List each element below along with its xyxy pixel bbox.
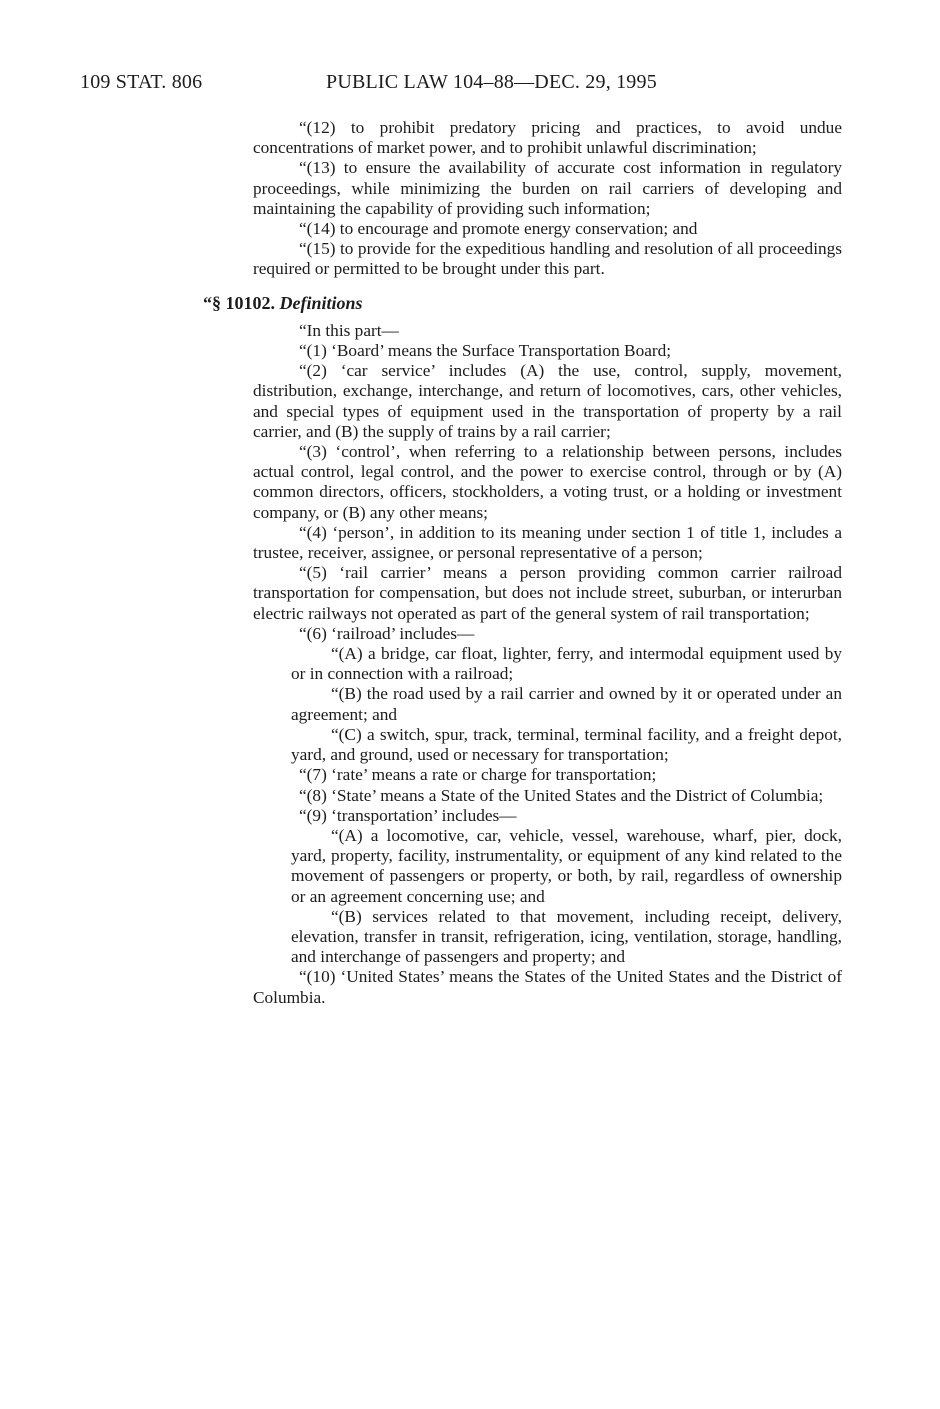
definition-paragraph: “(B) the road used by a rail carrier and owned by it or operated under an agreement; and <box>291 684 842 724</box>
definition-paragraph: “(A) a bridge, car float, lighter, ferry, and intermodal equipment used by or in connection with a railroad; <box>291 644 842 684</box>
paragraph-14: “(14) to encourage and promote energy conservation; and <box>299 219 698 239</box>
definition-paragraph: “(2) ‘car service’ includes (A) the use, control, supply, movement, distribution, exchange, interchange, and return of locomotives, cars, other vehicles, and special types of equipment used in the transportation of property by a rail carrier, and (B) the supply of trains by a rail carrier; <box>253 361 842 441</box>
definition-paragraph: “(4) ‘person’, in addition to its meaning under section 1 of title 1, includes a trustee, receiver, assignee, or personal representative of a person; <box>253 522 842 563</box>
paragraph-12: “(12) to prohibit predatory pricing and practices, to avoid undue concentrations of market power, and to prohibit unlawful discrimination; <box>253 118 842 158</box>
definition-paragraph: “(C) a switch, spur, track, terminal, terminal facility, and a freight depot, yard, and ground, used or necessary for transportation; <box>291 724 842 765</box>
paragraph-15: “(15) to provide for the expeditious handling and resolution of all proceedings required or permitted to be brought under this part. <box>253 239 842 279</box>
definition-paragraph: “(7) ‘rate’ means a rate or charge for transportation; <box>299 765 657 785</box>
running-head: PUBLIC LAW 104–88—DEC. 29, 1995 <box>326 71 657 93</box>
definition-paragraph: “(6) ‘railroad’ includes— <box>299 623 475 643</box>
section-number: “§ 10102. <box>203 292 275 313</box>
definition-paragraph: “(3) ‘control’, when referring to a relationship between persons, includes actual control, legal control, and the power to exercise control, through or by (A) common directors, officers, stockholders, a voting trust, or a holding or investment company, or (B) any other means; <box>253 442 842 522</box>
definition-paragraph: “In this part— <box>299 320 399 340</box>
paragraph-13: “(13) to ensure the availability of accurate cost information in regulatory proceedings, while minimizing the burden on rail carriers of developing and maintaining the capability of providing such information; <box>253 158 842 218</box>
definition-paragraph: “(8) ‘State’ means a State of the United States and the District of Columbia; <box>299 785 824 805</box>
page-citation: 109 STAT. 806 <box>80 71 203 93</box>
definition-paragraph: “(10) ‘United States’ means the States of the United States and the District of Columbia. <box>253 967 842 1007</box>
section-heading <box>203 293 842 313</box>
definition-paragraph: “(1) ‘Board’ means the Surface Transportation Board; <box>299 341 672 361</box>
definition-paragraph: “(5) ‘rail carrier’ means a person providing common carrier railroad transportation for compensation, but does not include street, suburban, or interurban electric railways not operated as part of the general system of rail transportation; <box>253 563 842 623</box>
section-title: Definitions <box>279 292 363 313</box>
definition-paragraph: “(A) a locomotive, car, vehicle, vessel, warehouse, wharf, pier, dock, yard, property, facility, instrumentality, or equipment of any kind related to the movement of passengers or property, or both, by rail, regardless of ownership or an agreement concerning use; and <box>291 825 842 906</box>
body-text <box>203 118 842 1008</box>
definitions-list <box>253 321 842 1008</box>
definition-paragraph: “(B) services related to that movement, including receipt, delivery, elevation, transfer in transit, refrigeration, icing, ventilation, storage, handling, and interchange of passengers and property; and <box>291 906 842 967</box>
definition-paragraph: “(9) ‘transportation’ includes— <box>299 805 517 825</box>
